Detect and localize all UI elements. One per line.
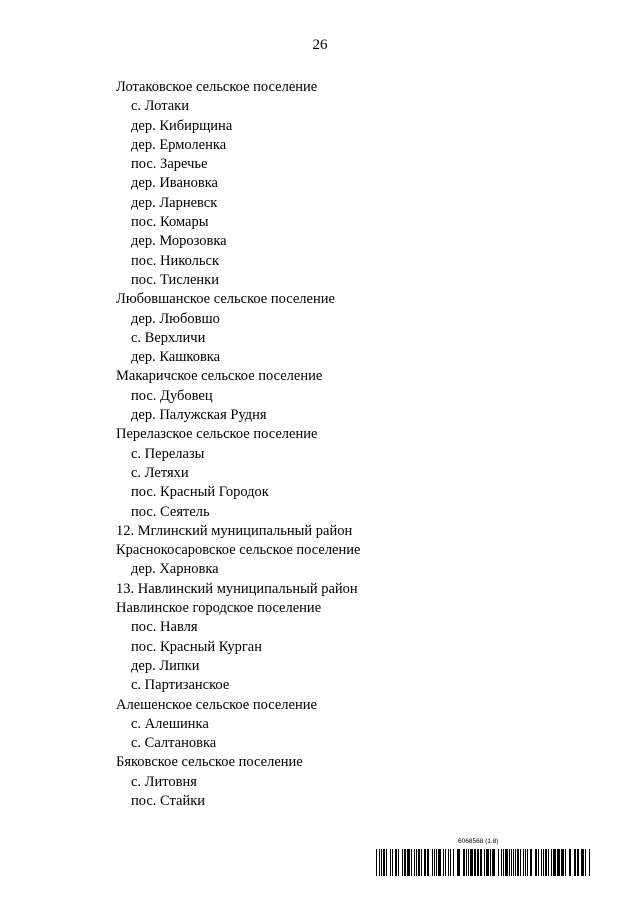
settlement-item: с. Партизанское: [131, 677, 230, 694]
section-heading: Алешенское сельское поселение: [116, 696, 317, 713]
section-heading: Перелазское сельское поселение: [116, 426, 318, 443]
settlement-item: дер. Ларневск: [131, 194, 218, 211]
section-heading: Макаричское сельское поселение: [116, 368, 323, 385]
settlement-item: дер. Любовшо: [131, 310, 220, 327]
settlement-list: [116, 78, 576, 811]
settlement-item: пос. Дубовец: [131, 387, 213, 404]
settlement-item: дер. Кибирщина: [131, 117, 233, 134]
settlement-item: дер. Липки: [131, 657, 200, 674]
settlement-item: пос. Навля: [131, 619, 198, 636]
page-number: 26: [312, 37, 328, 53]
settlement-item: с. Перелазы: [131, 445, 205, 462]
section-heading: Навлинское городское поселение: [116, 600, 322, 617]
section-heading: Лотаковское сельское поселение: [116, 79, 318, 95]
settlement-item: пос. Сеятель: [131, 503, 210, 520]
settlement-item: с. Салтановка: [131, 735, 217, 752]
settlement-item: пос. Никольск: [131, 252, 219, 269]
section-heading: 13. Навлинский муниципальный район: [116, 580, 358, 597]
settlement-item: дер. Палужская Рудня: [131, 407, 267, 424]
document-barcode: [376, 838, 590, 878]
section-heading: Любовшанское сельское поселение: [116, 291, 335, 308]
settlement-item: пос. Красный Курган: [131, 638, 262, 655]
section-heading: Бяковское сельское поселение: [116, 754, 303, 771]
settlement-item: пос. Красный Городок: [131, 484, 269, 501]
settlement-item: дер. Ермоленка: [131, 136, 227, 153]
settlement-item: пос. Комары: [131, 214, 209, 231]
section-heading: 12. Мглинский муниципальный район: [116, 522, 353, 539]
barcode-label: 6068568 (1.8): [458, 838, 499, 845]
settlement-item: дер. Морозовка: [131, 233, 227, 250]
settlement-item: с. Литовня: [131, 773, 197, 790]
settlement-item: с. Верхличи: [131, 329, 206, 346]
settlement-item: с. Летяхи: [131, 464, 189, 481]
settlement-item: дер. Харновка: [131, 561, 219, 578]
settlement-item: дер. Ивановка: [131, 175, 218, 192]
barcode-icon: [376, 849, 590, 876]
section-heading: Краснокосаровское сельское поселение: [116, 542, 361, 559]
settlement-item: с. Лотаки: [131, 98, 189, 115]
settlement-item: пос. Заречье: [131, 156, 208, 173]
settlement-item: с. Алешинка: [131, 715, 209, 732]
settlement-item: пос. Стайки: [131, 792, 206, 809]
settlement-item: дер. Кашковка: [131, 349, 221, 366]
settlement-item: пос. Тисленки: [131, 271, 219, 288]
